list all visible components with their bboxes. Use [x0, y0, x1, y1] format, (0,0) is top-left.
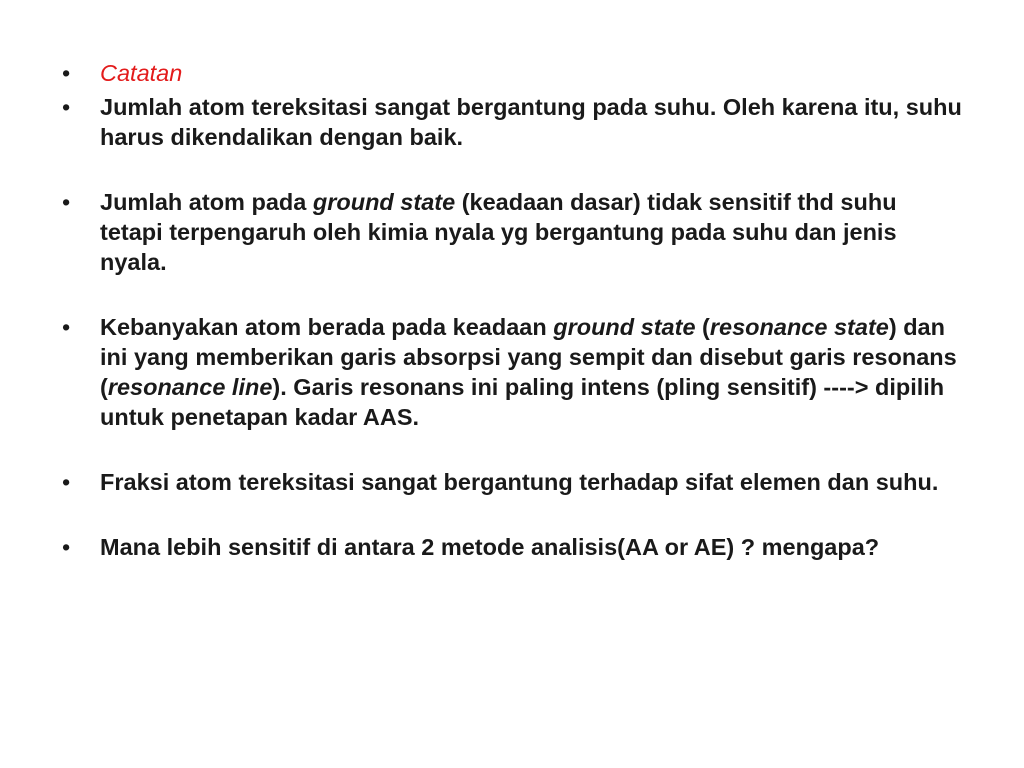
- bullet-text-part: ). Garis resonans ini paling intens (pling sensitif) ----> dipilih untuk penetapan kadar AAS.: [100, 374, 945, 430]
- bullet-item-catatan: [62, 58, 962, 88]
- bullet-text-italic: ground state: [312, 189, 456, 215]
- bullet-text-part: (: [695, 314, 710, 340]
- bullet-item-3: [62, 312, 962, 432]
- bullet-dot: •: [62, 469, 71, 495]
- bullet-dot: •: [62, 534, 71, 560]
- bullet-dot: •: [62, 189, 71, 215]
- bullet-text: Jumlah atom tereksitasi sangat bergantung pada suhu. Oleh karena itu, suhu harus dikendalikan dengan baik.: [100, 94, 962, 150]
- bullet-dot: •: [62, 314, 71, 340]
- bullet-text-part: ) dan ini yang memberikan garis absorpsi yang sempit dan disebut garis resonans (: [100, 314, 957, 400]
- bullet-item-5: [62, 532, 962, 562]
- bullet-text-part: Kebanyakan atom berada pada keadaan: [100, 314, 554, 340]
- bullet-list: [62, 58, 962, 562]
- bullet-text: Fraksi atom tereksitasi sangat bergantung terhadap sifat elemen dan suhu.: [100, 469, 939, 495]
- bullet-text-italic: resonance state: [709, 314, 889, 340]
- bullet-text-part: (keadaan dasar) tidak sensitif thd suhu tetapi terpengaruh oleh kimia nyala yg bergantung pada suhu dan jenis nyala.: [100, 189, 897, 275]
- bullet-text: Mana lebih sensitif di antara 2 metode analisis(AA or AE) ? mengapa?: [100, 534, 880, 560]
- bullet-item-4: [62, 467, 962, 497]
- bullet-item-1: [62, 92, 962, 152]
- bullet-dot: •: [62, 60, 71, 86]
- bullet-text-part: Jumlah atom pada: [100, 189, 313, 215]
- bullet-item-2: [62, 187, 962, 277]
- bullet-heading: Catatan: [100, 60, 183, 86]
- bullet-text-italic: ground state: [553, 314, 696, 340]
- bullet-dot: •: [62, 94, 71, 120]
- bullet-text-italic: resonance line: [107, 374, 273, 400]
